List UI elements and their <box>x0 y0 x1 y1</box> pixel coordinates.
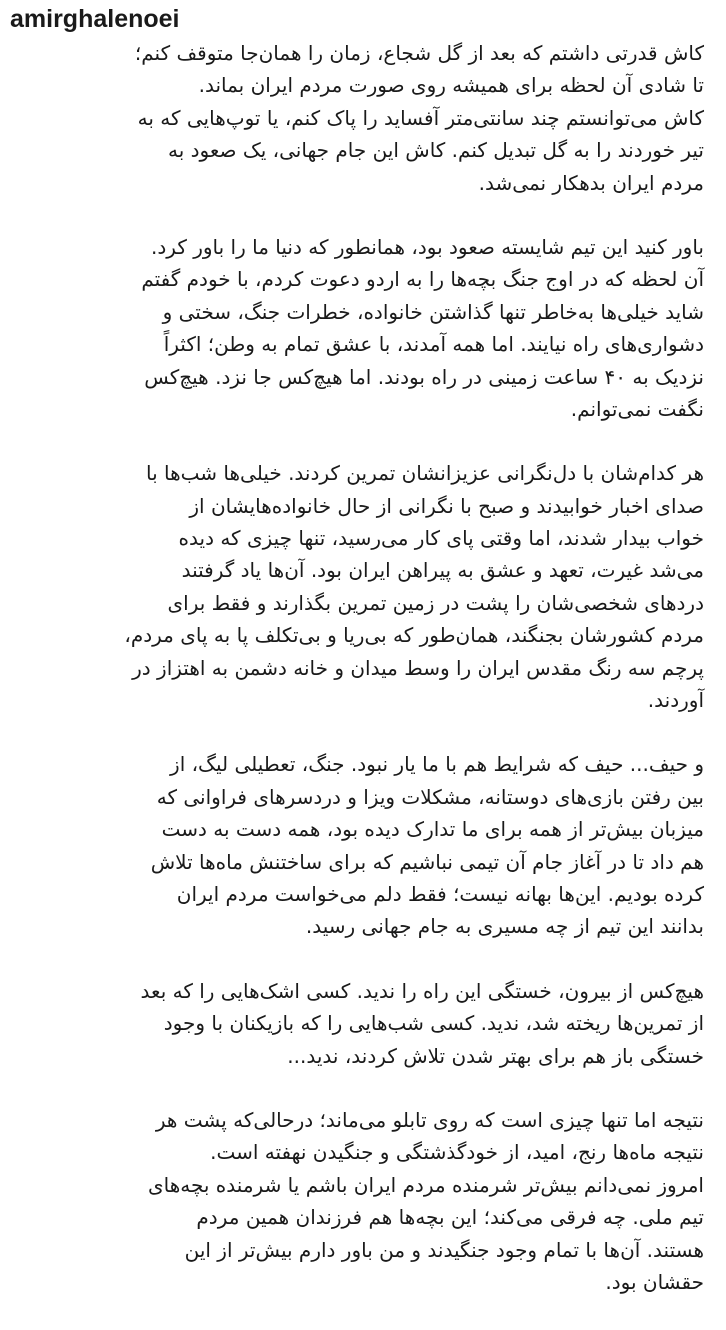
caption-paragraph <box>30 1104 704 1298</box>
caption-line: شاید خیلی‌ها به‌خاطر تنها گذاشتن خانواده، خطرات جنگ، سختی و <box>162 299 704 324</box>
post-username[interactable]: amirghalenoei <box>10 5 180 33</box>
caption-line: آوردند. <box>647 688 704 713</box>
caption-line: نگفت نمی‌توانم. <box>570 396 704 421</box>
caption-line: از تمرین‌ها ریخته شد، ندید. کسی شب‌هایی را که بازیکنان با وجود <box>163 1011 704 1036</box>
caption-line: کاش قدرتی داشتم که بعد از گل شجاع، زمان را همان‌جا متوقف کنم؛ <box>134 41 704 65</box>
caption-line: خستگی باز هم برای بهتر شدن تلاش کردند، ندید... <box>287 1043 704 1068</box>
caption-line: دردهای شخصی‌شان را پشت در زمین تمرین بگذارند و فقط برای <box>167 590 704 615</box>
caption-line: باور کنید این تیم شایسته صعود بود، همانطور که دنیا ما را باور کرد. <box>151 234 704 259</box>
caption-line: کرده بودیم. این‌ها بهانه نیست؛ فقط دلم می‌خواست مردم ایران <box>176 881 704 906</box>
caption-line: تیر خوردند را به گل تبدیل کنم. کاش این جام جهانی، یک صعود به <box>167 138 704 163</box>
caption-line: امروز نمی‌دانم بیش‌تر شرمنده مردم ایران باشم یا شرمنده بچه‌های <box>147 1172 704 1197</box>
caption-line: دشواری‌های راه نیایند. اما همه آمدند، با عشق تمام به وطن؛ اکثراً <box>163 332 704 357</box>
caption-paragraph <box>30 975 704 1072</box>
caption-paragraph <box>30 231 704 425</box>
caption-line: نتیجه اما تنها چیزی است که روی تابلو می‌ماند؛ درحالی‌که پشت هر <box>155 1107 704 1132</box>
caption-paragraph <box>30 748 704 942</box>
caption-line: صدای اخبار خوابیدند و صبح با نگرانی از حال خانواده‌هایشان از <box>189 493 704 518</box>
caption-line: پرچم سه رنگ مقدس ایران را وسط میدان و خانه دشمن به اهتزاز در <box>132 655 704 680</box>
caption-line: هم داد تا در آغاز جام آن تیمی نباشیم که برای ساختنش ماه‌ها تلاش <box>150 849 704 874</box>
caption-paragraph <box>30 457 704 716</box>
caption-line: هر کدام‌شان با دل‌نگرانی عزیزانشان تمرین کردند. خیلی‌ها شب‌ها با <box>145 461 704 486</box>
caption-line: می‌شد غیرت، تعهد و عشق به پیراهن ایران بود. آن‌ها یاد گرفتند <box>181 558 704 583</box>
post-caption <box>30 37 704 1330</box>
caption-line: آن لحظه که در اوج جنگ بچه‌ها را به اردو دعوت کردم، با خودم گفتم <box>141 267 704 292</box>
caption-line: خواب بیدار شدند، اما وقتی پای کار می‌رسید، تنها چیزی که دیده <box>178 526 704 551</box>
caption-line: هیچ‌کس از بیرون، خستگی این راه را ندید. کسی اشک‌هایی را که بعد <box>140 978 704 1003</box>
caption-line: بدانند این تیم از چه مسیری به جام جهانی رسید. <box>305 914 704 939</box>
caption-line: تیم ملی. چه فرقی می‌کند؛ این بچه‌ها هم فرزندان همین مردم <box>196 1205 704 1230</box>
caption-line: هستند. آن‌ها با تمام وجود جنگیدند و من باور دارم بیش‌تر از این <box>184 1237 704 1262</box>
caption-line: مردم کشورشان بجنگند، همان‌طور که بی‌ریا و بی‌تکلف پا به پای مردم، <box>124 623 704 648</box>
caption-line: نزدیک به ۴۰ ساعت زمینی در راه بودند. اما هیچ‌کس جا نزد. هیچ‌کس <box>144 364 704 389</box>
caption-line: بین رفتن بازی‌های دوستانه، مشکلات ویزا و دردسرهای فراوانی که <box>156 784 704 809</box>
caption-line: کاش می‌توانستم چند سانتی‌متر آفساید را پاک کنم، یا توپ‌هایی که به <box>137 105 704 130</box>
caption-line: تا شادی آن لحظه برای همیشه روی صورت مردم ایران بماند. <box>198 73 704 98</box>
caption-line: نتیجه ماه‌ها رنج، امید، از خودگذشتگی و جنگیدن نهفته است. <box>210 1140 704 1165</box>
caption-line: مردم ایران بدهکار نمی‌شد. <box>478 170 704 195</box>
caption-paragraph <box>30 37 704 199</box>
caption-line: میزبان بیش‌تر از همه برای ما تدارک دیده بود، همه دست به دست <box>161 817 704 842</box>
caption-line: حقشان بود. <box>605 1269 704 1294</box>
caption-line: و حیف... حیف که شرایط هم با ما یار نبود. جنگ، تعطیلی لیگ، از <box>170 752 704 777</box>
